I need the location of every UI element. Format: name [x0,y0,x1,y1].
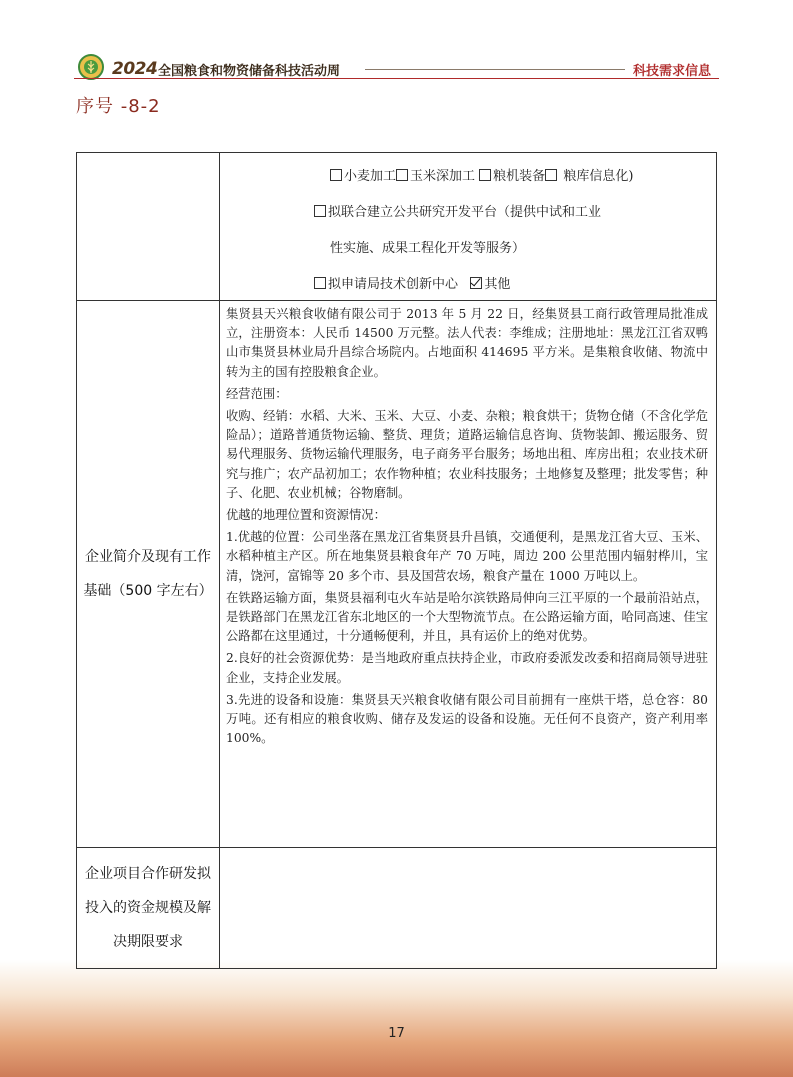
header-underline [74,78,719,79]
footer-decoration [0,960,793,1077]
profile-paragraph: 收购、经销：水稻、大米、玉米、大豆、小麦、杂粮；粮食烘干；货物仓储（不含化学危险品）；道路普通货物运输、整货、理货；道路运输信息咨询、货物装卸、搬运服务、贸易代理服务、货物运输代理服务，电子商务平台服务；场地出租、库房出租；农业技术研究与推广；农产品初加工；农作物种植；农业科技服务；土地修复及整理；批发零售；种子、化肥、农业机械；谷物磨制。 [226,409,708,500]
company-profile-label-line2: 基础（500 字左右） [83,583,213,599]
investment-label-line2: 投入的资金规模及解 [85,900,211,916]
option-other-label: 其他 [484,277,511,292]
options-cell [220,153,716,300]
option-wheat-label: 小麦加工 [344,169,397,184]
profile-paragraph: 2.良好的社会资源优势：是当地政府重点扶持企业，市政府委派发改委和招商局领导进驻企业，支持企业发展。 [226,651,708,685]
investment-label-line1: 企业项目合作研发拟 [85,866,211,882]
company-profile-label-line1: 企业简介及现有工作 [85,549,211,565]
profile-paragraph: 在铁路运输方面，集贤县福利屯火车站是哈尔滨铁路局伸向三江平原的一个最前沿站点，是铁路部门在黑龙江省东北地区的一个大型物流节点。在公路运输方面，哈同高速、佳宝公路都在这里通过，十分通畅便利，并且，具有运价上的绝对优势。 [226,590,708,644]
event-title: 全国粮食和物资储备科技活动周 [158,64,341,79]
checkbox-corn[interactable] [396,169,408,181]
event-year: 2024 [112,59,158,79]
section-tag: 科技需求信息 [632,64,711,79]
investment-value-cell[interactable] [220,848,716,968]
checkbox-machinery[interactable] [479,169,491,181]
table-row-investment [77,848,716,968]
page-number: 17 [388,1026,405,1041]
profile-paragraph: 集贤县天兴粮食收储有限公司于 2013 年 5 月 22 日，经集贤县工商行政管理局批准成立，注册资本：人民币 14500 万元整。法人代表：李维成；注册地址：黑龙江江省双鸭山市集贤县林业局升昌综合场院内。占地面积 414695 平方米。是集粮食收储、物流中转为主的国有控股粮食企业。 [226,307,708,379]
investment-label-line3: 决期限要求 [113,934,183,950]
company-profile-text [226,305,708,751]
option-line-2 [314,201,601,220]
option-corn-label: 玉米深加工 [410,169,476,184]
grain-logo-icon [78,54,104,80]
option-line-1 [330,165,633,184]
profile-paragraph: 经营范围： [226,386,288,401]
table-row-options [77,153,716,301]
profile-paragraph: 3.先进的设备和设施：集贤县天兴粮食收储有限公司目前拥有一座烘干塔，总仓容：80 万吨。还有相应的粮食收购、储存及发运的设备和设施。无任何不良资产，资产利用率 100%。 [226,692,708,746]
checkbox-other[interactable] [470,277,482,289]
option-machinery-label: 粮机装备 [493,169,546,184]
company-profile-cell [220,301,716,847]
checkbox-wheat[interactable] [330,169,342,181]
option-line-4 [314,273,510,292]
checkbox-info[interactable] [545,169,557,181]
option-platform-label: 拟联合建立公共研究开发平台（提供中试和工业 [328,205,602,220]
options-label-cell [77,153,220,300]
page-header [0,48,793,88]
table-row-company-profile [77,301,716,848]
option-info-label: 粮库信息化) [559,169,634,184]
profile-paragraph: 优越的地理位置和资源情况： [226,508,386,523]
option-innovation-label: 拟申请局技术创新中心 [328,277,459,292]
investment-label-cell [77,848,220,968]
header-rule [365,69,625,70]
company-profile-label-cell [77,301,220,847]
profile-paragraph: 1.优越的位置：公司坐落在黑龙江省集贤县升昌镇，交通便利，是黑龙江省大豆、玉米、水稻种植主产区。所在地集贤县粮食年产 70 万吨，周边 200 公里范围内辐射桦川，宝清，饶河，富锦等 20 多个市、县及国营农场，粮食产量在 1000 万吨以上。 [226,530,708,583]
serial-number: 序号 -8-2 [76,96,161,117]
option-line-3: 性实施、成果工程化开发等服务） [330,241,526,256]
checkbox-platform[interactable] [314,205,326,217]
checkbox-innovation-center[interactable] [314,277,326,289]
requirement-table [76,152,717,969]
